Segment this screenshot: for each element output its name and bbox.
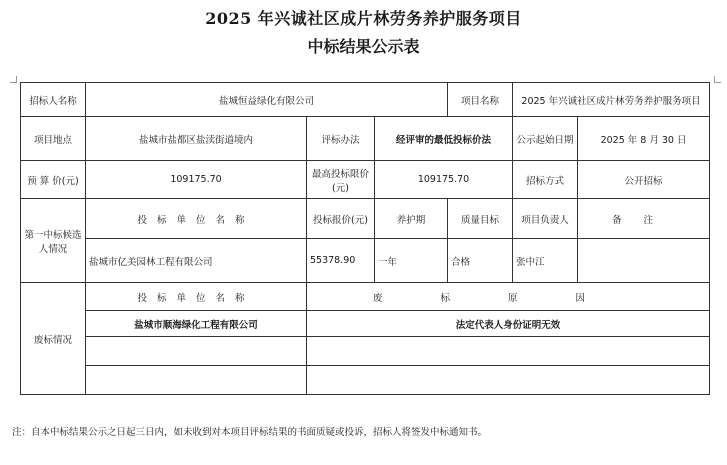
budget-label: 预 算 价(元) — [21, 161, 86, 199]
rejected-unit-header: 投标单位名称 — [86, 283, 307, 311]
candidate-header-row — [21, 199, 710, 239]
rejected-row — [21, 366, 710, 395]
bid-method-label: 招标方式 — [513, 161, 578, 199]
candidate-quality-header: 质量目标 — [448, 199, 513, 239]
result-table — [20, 82, 710, 395]
publish-date-value: 2025 年 8 月 30 日 — [578, 117, 710, 161]
candidate-unit: 盐城市亿美园林工程有限公司 — [86, 239, 307, 283]
rejected-unit: 盐城市顺海绿化工程有限公司 — [86, 311, 307, 337]
bid-method-value: 公开招标 — [578, 161, 710, 199]
row-budget — [21, 161, 710, 199]
candidate-manager-header: 项目负责人 — [513, 199, 578, 239]
max-price-value: 109175.70 — [375, 161, 513, 199]
tenderer-label: 招标人名称 — [21, 83, 86, 117]
rejected-header-row — [21, 283, 710, 311]
candidate-price-header: 投标报价(元) — [307, 199, 375, 239]
candidate-period: 一年 — [375, 239, 448, 283]
rejected-row — [21, 337, 710, 366]
rejected-reason-header: 废标原因 — [307, 283, 710, 311]
candidate-manager: 张中江 — [513, 239, 578, 283]
evaluation-method-label: 评标办法 — [307, 117, 375, 161]
location-value: 盐城市盐都区盐渎街道境内 — [86, 117, 307, 161]
rejected-row — [21, 311, 710, 337]
rejected-reason: 法定代表人身份证明无效 — [307, 311, 710, 337]
location-label: 项目地点 — [21, 117, 86, 161]
row-tenderer — [21, 83, 710, 117]
row-location — [21, 117, 710, 161]
publish-date-label: 公示起始日期 — [513, 117, 578, 161]
rejected-section-label: 废标情况 — [21, 283, 86, 395]
candidate-price: 55378.90 — [307, 239, 375, 283]
candidate-unit-header: 投标单位名称 — [86, 199, 307, 239]
project-name-value: 2025 年兴诚社区成片林劳务养护服务项目 — [513, 83, 710, 117]
budget-value: 109175.70 — [86, 161, 307, 199]
document-subtitle: 中标结果公示表 — [307, 37, 420, 56]
project-name-label: 项目名称 — [448, 83, 513, 117]
rejected-unit — [86, 366, 307, 395]
candidate-row — [21, 239, 710, 283]
candidate-remark-header: 备注 — [578, 199, 710, 239]
rejected-reason — [307, 366, 710, 395]
rejected-reason — [307, 337, 710, 366]
document-title: 2025 年兴诚社区成片林劳务养护服务项目 — [205, 9, 522, 28]
crop-mark-left — [10, 76, 17, 83]
candidate-section-label: 第一中标候选人情况 — [21, 199, 86, 283]
max-price-label: 最高投标限价(元) — [307, 161, 375, 199]
crop-mark-right — [714, 76, 721, 83]
candidate-remark — [578, 239, 710, 283]
rejected-unit — [86, 337, 307, 366]
footnote: 注：自本中标结果公示之日起三日内，如未收到对本项目评标结果的书面质疑或投诉，招标人将签发中标通知书。 — [12, 427, 488, 438]
evaluation-method-value: 经评审的最低投标价法 — [375, 117, 513, 161]
candidate-period-header: 养护期 — [375, 199, 448, 239]
tenderer-value: 盐城恒益绿化有限公司 — [86, 83, 448, 117]
candidate-quality: 合格 — [448, 239, 513, 283]
